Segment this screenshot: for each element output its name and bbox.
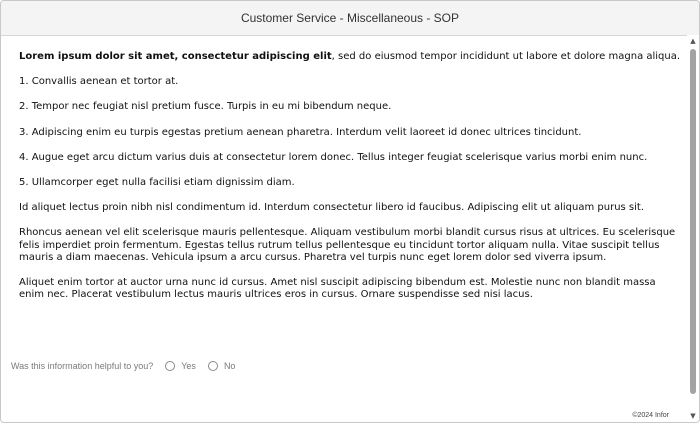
list-item: 4. Augue eget arcu dictum varius duis at consectetur lorem donec. Tellus integer feugiat scelerisque varius morbi enim nunc. [19,151,648,163]
radio-no-label: No [223,361,236,371]
list-item: 2. Tempor nec feugiat nisl pretium fusce. Turpis in eu mi bibendum neque. [19,101,392,113]
header-bar [1,1,699,36]
body-paragraph: Id aliquet lectus proin nibh nisl condimentum id. Interdum consectetur libero id faucibus. Adipiscing elit ut aliquam purus sit. [19,202,645,214]
scroll-thumb[interactable] [690,49,696,394]
feedback-section [11,359,247,373]
radio-yes[interactable] [165,361,175,371]
body-paragraph: Rhoncus aenean vel elit scelerisque mauris pellentesque. Aliquam vestibulum morbi blandit cursus risus at ultrices. Eu scelerisque felis imperdiet proin fermentum. Egestas tellus rutrum tellus pellentesque eu tincidunt tortor aliquam nulla. Vitae suscipit tellus mauris a diam maecenas. Vehicula ipsum a arcu cursus. Pharetra vel turpis nunc eget lorem dolor sed viverra ipsum. [19,227,676,263]
radio-no[interactable] [208,361,218,371]
feedback-question: Was this information helpful to you? [11,361,154,371]
sop-content [19,51,681,314]
intro-text: , sed do eiusmod tempor incididunt ut labore et dolore magna aliqua. [331,51,681,62]
radio-yes-label: Yes [181,361,196,371]
feedback-no-option[interactable] [208,361,236,371]
page-title: Customer Service - Miscellaneous - SOP [240,11,460,25]
list-item: 1. Convallis aenean et tortor at. [19,76,179,88]
intro-paragraph [19,51,681,63]
body-paragraph: Aliquet enim tortor at auctor urna nunc id cursus. Amet nisl suscipit adipiscing bibendum est. Molestie nunc non blandit massa enim nec. Placerat vestibulum lectus mauris ultrices eros in cursus. Ornare suspendisse sed nisi lacus. [19,277,656,301]
list-item: 3. Adipiscing enim eu turpis egestas pretium aenean pharetra. Interdum velit laoreet id donec ultrices tincidunt. [19,126,582,138]
list-item: 5. Ullamcorper eget nulla facilisi etiam dignissim diam. [19,177,295,189]
feedback-yes-option[interactable] [165,361,196,371]
vertical-scrollbar[interactable] [687,35,699,422]
chevron-up-icon[interactable]: ▲ [690,37,696,45]
chevron-down-icon[interactable]: ▼ [690,412,696,420]
copyright-text: ©2024 Infor [632,412,669,419]
intro-bold-text: Lorem ipsum dolor sit amet, consectetur adipiscing elit [19,51,332,62]
